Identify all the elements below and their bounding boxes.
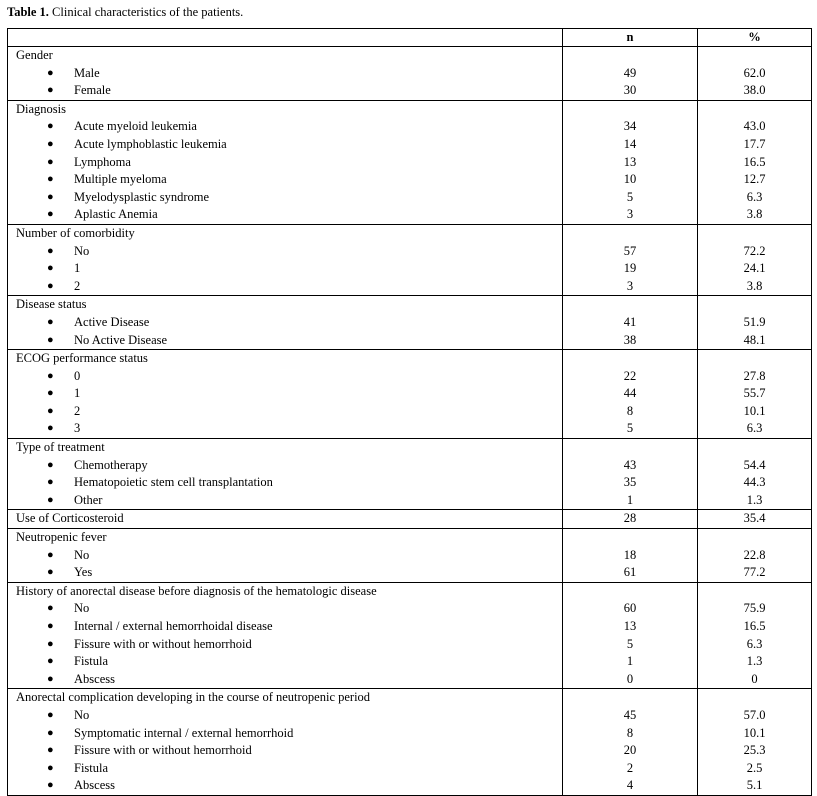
list-item bbox=[8, 600, 562, 618]
bullet-icon: ● bbox=[47, 708, 54, 721]
bullet-icon: ● bbox=[47, 279, 54, 292]
list-item bbox=[8, 547, 562, 565]
item-percent-value: 0 bbox=[751, 671, 758, 686]
bullet-icon: ● bbox=[47, 422, 54, 435]
item-n-value: 8 bbox=[626, 403, 634, 418]
item-percent-value: 27.8 bbox=[743, 368, 766, 383]
section-title: Anorectal complication developing in the course of neutropenic period bbox=[16, 690, 371, 705]
section-percent-cell bbox=[698, 47, 812, 101]
item-percent-value: 22.8 bbox=[743, 547, 766, 562]
section-percent-cell bbox=[698, 439, 812, 510]
spacer bbox=[698, 583, 811, 601]
item-percent-value: 6.3 bbox=[746, 421, 763, 436]
section-percent-cell bbox=[698, 689, 812, 796]
section-row bbox=[8, 296, 812, 350]
section-n-value: 28 bbox=[623, 511, 637, 526]
list-item bbox=[8, 420, 562, 438]
item-percent-value: 24.1 bbox=[743, 261, 766, 276]
section-row bbox=[8, 689, 812, 796]
list-item bbox=[8, 760, 562, 778]
list-item bbox=[8, 777, 562, 795]
item-percent-value: 2.5 bbox=[746, 760, 763, 775]
item-percent-value: 16.5 bbox=[743, 154, 766, 169]
list-item bbox=[8, 368, 562, 386]
item-label: 2 bbox=[74, 278, 81, 293]
section-row bbox=[8, 224, 812, 295]
list-item bbox=[8, 243, 562, 261]
item-n-value: 10 bbox=[623, 172, 637, 187]
list-item bbox=[8, 65, 562, 83]
list-item bbox=[8, 385, 562, 403]
item-label: Active Disease bbox=[74, 314, 150, 329]
list-item bbox=[8, 671, 562, 689]
item-label: Multiple myeloma bbox=[74, 172, 167, 187]
item-label: Acute lymphoblastic leukemia bbox=[74, 136, 227, 151]
section-title: Use of Corticosteroid bbox=[16, 511, 124, 526]
item-label: Fistula bbox=[74, 760, 109, 775]
spacer bbox=[698, 529, 811, 547]
section-title: Number of comorbidity bbox=[16, 225, 135, 240]
section-percent-cell bbox=[698, 529, 812, 583]
item-label: Other bbox=[74, 492, 103, 507]
bullet-icon: ● bbox=[47, 404, 54, 417]
bullet-icon: ● bbox=[47, 744, 54, 757]
item-percent-value: 62.0 bbox=[743, 65, 766, 80]
section-row bbox=[8, 350, 812, 439]
section-percent-cell bbox=[698, 296, 812, 350]
item-label: 0 bbox=[74, 368, 81, 383]
section-n-cell bbox=[563, 689, 698, 796]
bullet-icon: ● bbox=[47, 66, 54, 79]
item-label: Aplastic Anemia bbox=[74, 207, 158, 222]
section-labels-cell bbox=[8, 47, 563, 101]
list-item bbox=[8, 707, 562, 725]
item-n-value: 22 bbox=[623, 368, 637, 383]
item-label: 1 bbox=[74, 386, 81, 401]
spacer bbox=[563, 350, 697, 368]
section-labels-cell bbox=[8, 224, 563, 295]
spacer bbox=[563, 225, 697, 243]
list-item bbox=[8, 618, 562, 636]
item-label: Fissure with or without hemorrhoid bbox=[74, 743, 252, 758]
list-item bbox=[8, 260, 562, 278]
spacer bbox=[563, 529, 697, 547]
bullet-icon: ● bbox=[47, 566, 54, 579]
item-label: Fistula bbox=[74, 654, 109, 669]
item-n-value: 8 bbox=[626, 725, 634, 740]
item-n-value: 45 bbox=[623, 707, 637, 722]
item-label: Lymphoma bbox=[74, 154, 131, 169]
section-labels-cell bbox=[8, 582, 563, 689]
section-row bbox=[8, 439, 812, 510]
item-n-value: 30 bbox=[623, 83, 637, 98]
section-row bbox=[8, 100, 812, 224]
item-percent-value: 44.3 bbox=[743, 475, 766, 490]
section-labels-cell bbox=[8, 100, 563, 224]
bullet-icon: ● bbox=[47, 672, 54, 685]
bullet-icon: ● bbox=[47, 262, 54, 275]
section-n-cell bbox=[563, 224, 698, 295]
spacer bbox=[698, 439, 811, 457]
list-item bbox=[8, 403, 562, 421]
item-label: Yes bbox=[74, 565, 93, 580]
section-labels-cell bbox=[8, 296, 563, 350]
section-title: Type of treatment bbox=[16, 440, 105, 455]
spacer bbox=[698, 47, 811, 65]
item-percent-value: 6.3 bbox=[746, 189, 763, 204]
item-percent-value: 25.3 bbox=[743, 743, 766, 758]
bullet-icon: ● bbox=[47, 244, 54, 257]
section-n-cell bbox=[563, 350, 698, 439]
section-n-cell bbox=[563, 529, 698, 583]
header-characteristic bbox=[8, 29, 563, 47]
item-percent-value: 6.3 bbox=[746, 636, 763, 651]
spacer bbox=[563, 47, 697, 65]
spacer bbox=[698, 101, 811, 119]
section-labels-cell bbox=[8, 689, 563, 796]
section-n-cell bbox=[563, 582, 698, 689]
item-n-value: 13 bbox=[623, 154, 637, 169]
list-item bbox=[8, 171, 562, 189]
header-n: n bbox=[563, 29, 698, 47]
item-n-value: 14 bbox=[623, 136, 637, 151]
section-labels-cell bbox=[8, 439, 563, 510]
item-n-value: 41 bbox=[623, 314, 637, 329]
list-item bbox=[8, 206, 562, 224]
spacer bbox=[698, 296, 811, 314]
bullet-icon: ● bbox=[47, 137, 54, 150]
section-percent-cell bbox=[698, 350, 812, 439]
item-label: Myelodysplastic syndrome bbox=[74, 189, 210, 204]
section-title: Neutropenic fever bbox=[16, 530, 107, 545]
list-item bbox=[8, 189, 562, 207]
bullet-icon: ● bbox=[47, 190, 54, 203]
bullet-icon: ● bbox=[47, 120, 54, 133]
item-label: No bbox=[74, 243, 90, 258]
item-label: Abscess bbox=[74, 671, 115, 686]
item-percent-value: 10.1 bbox=[743, 725, 766, 740]
section-percent-cell bbox=[698, 582, 812, 689]
bullet-icon: ● bbox=[47, 387, 54, 400]
item-n-value: 1 bbox=[626, 654, 634, 669]
item-percent-value: 5.1 bbox=[746, 778, 763, 793]
item-percent-value: 1.3 bbox=[746, 492, 763, 507]
bullet-icon: ● bbox=[47, 620, 54, 632]
item-n-value: 5 bbox=[626, 421, 634, 436]
spacer bbox=[698, 689, 811, 707]
item-label: No bbox=[74, 547, 90, 562]
table-caption bbox=[7, 5, 243, 20]
section-title: Disease status bbox=[16, 297, 87, 312]
item-percent-value: 55.7 bbox=[743, 386, 766, 401]
list-item bbox=[8, 136, 562, 154]
item-n-value: 57 bbox=[623, 243, 637, 258]
list-item bbox=[8, 332, 562, 350]
item-label: No bbox=[74, 601, 90, 616]
bullet-icon: ● bbox=[47, 84, 54, 97]
list-item bbox=[8, 82, 562, 100]
item-label: Female bbox=[74, 83, 111, 98]
section-row bbox=[8, 529, 812, 583]
item-n-value: 49 bbox=[623, 65, 637, 80]
item-percent-value: 38.0 bbox=[743, 83, 766, 98]
section-labels-cell bbox=[8, 529, 563, 583]
spacer bbox=[563, 689, 697, 707]
item-percent-value: 43.0 bbox=[743, 119, 766, 134]
table-number: Table 1. bbox=[7, 5, 49, 19]
bullet-icon: ● bbox=[47, 779, 54, 792]
bullet-icon: ● bbox=[47, 208, 54, 221]
item-n-value: 1 bbox=[626, 492, 634, 507]
spacer bbox=[563, 296, 697, 314]
item-n-value: 35 bbox=[623, 475, 637, 490]
bullet-icon: ● bbox=[47, 726, 54, 739]
list-item bbox=[8, 725, 562, 743]
section-percent-cell bbox=[698, 510, 812, 529]
item-percent-value: 77.2 bbox=[743, 565, 766, 580]
item-label: Male bbox=[74, 65, 100, 80]
item-label: No bbox=[74, 707, 90, 722]
section-labels-cell bbox=[8, 350, 563, 439]
section-n-cell bbox=[563, 47, 698, 101]
item-n-value: 5 bbox=[626, 189, 634, 204]
item-n-value: 19 bbox=[623, 261, 637, 276]
item-n-value: 2 bbox=[626, 760, 634, 775]
item-label: Fissure with or without hemorrhoid bbox=[74, 636, 252, 651]
item-percent-value: 75.9 bbox=[743, 601, 766, 616]
section-title: Diagnosis bbox=[16, 101, 66, 116]
section-labels-cell bbox=[8, 510, 563, 529]
item-label: Abscess bbox=[74, 778, 115, 793]
item-n-value: 5 bbox=[626, 636, 634, 651]
item-percent-value: 16.5 bbox=[743, 619, 766, 633]
item-n-value: 61 bbox=[623, 565, 637, 580]
spacer bbox=[698, 350, 811, 368]
table-title: Clinical characteristics of the patients. bbox=[48, 5, 244, 19]
spacer bbox=[563, 101, 697, 119]
item-n-value: 20 bbox=[623, 743, 637, 758]
item-label: 2 bbox=[74, 403, 81, 418]
bullet-icon: ● bbox=[47, 476, 54, 489]
section-title: History of anorectal disease before diagnosis of the hematologic disease bbox=[16, 583, 377, 598]
item-percent-value: 12.7 bbox=[743, 172, 766, 187]
bullet-icon: ● bbox=[47, 548, 54, 561]
spacer bbox=[563, 583, 697, 601]
item-n-value: 3 bbox=[626, 278, 634, 293]
item-percent-value: 57.0 bbox=[743, 707, 766, 722]
item-percent-value: 3.8 bbox=[746, 278, 763, 293]
list-item bbox=[8, 457, 562, 475]
clinical-characteristics-table bbox=[7, 28, 812, 796]
section-row bbox=[8, 582, 812, 689]
section-n-cell bbox=[563, 100, 698, 224]
item-n-value: 3 bbox=[626, 207, 634, 222]
section-row bbox=[8, 47, 812, 101]
bullet-icon: ● bbox=[47, 637, 54, 650]
list-item bbox=[8, 118, 562, 136]
list-item bbox=[8, 653, 562, 671]
bullet-icon: ● bbox=[47, 155, 54, 168]
list-item bbox=[8, 742, 562, 760]
item-percent-value: 54.4 bbox=[743, 457, 766, 472]
bullet-icon: ● bbox=[47, 315, 54, 328]
item-percent-value: 10.1 bbox=[743, 403, 766, 418]
bullet-icon: ● bbox=[47, 369, 54, 382]
bullet-icon: ● bbox=[47, 602, 54, 615]
item-label: No Active Disease bbox=[74, 332, 168, 347]
item-n-value: 38 bbox=[623, 332, 637, 347]
list-item bbox=[8, 154, 562, 172]
item-n-value: 44 bbox=[623, 386, 637, 401]
item-label: Symptomatic internal / external hemorrhoid bbox=[74, 725, 294, 740]
section-percent-cell bbox=[698, 224, 812, 295]
item-n-value: 18 bbox=[623, 547, 637, 562]
item-percent-value: 51.9 bbox=[743, 314, 766, 329]
item-label: Chemotherapy bbox=[74, 457, 148, 472]
header-row bbox=[8, 29, 812, 47]
section-title: Gender bbox=[16, 48, 53, 62]
item-percent-value: 3.8 bbox=[746, 207, 763, 222]
item-n-value: 34 bbox=[623, 119, 637, 134]
list-item bbox=[8, 564, 562, 582]
spacer bbox=[698, 225, 811, 243]
item-label: 1 bbox=[74, 261, 81, 276]
bullet-icon: ● bbox=[47, 493, 54, 506]
list-item bbox=[8, 636, 562, 654]
item-percent-value: 72.2 bbox=[743, 243, 766, 258]
item-percent-value: 17.7 bbox=[743, 136, 766, 151]
item-n-value: 60 bbox=[623, 601, 637, 616]
section-n-cell bbox=[563, 296, 698, 350]
header-percent: % bbox=[698, 29, 812, 47]
item-percent-value: 48.1 bbox=[743, 332, 766, 347]
item-label: Hematopoietic stem cell transplantation bbox=[74, 475, 273, 490]
spacer bbox=[563, 439, 697, 457]
item-label: Internal / external hemorrhoidal disease bbox=[74, 619, 273, 633]
section-n-cell bbox=[563, 439, 698, 510]
bullet-icon: ● bbox=[47, 173, 54, 186]
section-percent-cell bbox=[698, 100, 812, 224]
section-percent-value: 35.4 bbox=[743, 511, 766, 526]
section-row bbox=[8, 510, 812, 529]
section-title: ECOG performance status bbox=[16, 351, 148, 366]
bullet-icon: ● bbox=[47, 761, 54, 774]
item-n-value: 4 bbox=[626, 778, 634, 793]
bullet-icon: ● bbox=[47, 655, 54, 668]
bullet-icon: ● bbox=[47, 458, 54, 471]
item-label: Acute myeloid leukemia bbox=[74, 119, 197, 134]
item-n-value: 13 bbox=[623, 619, 637, 633]
item-n-value: 0 bbox=[626, 671, 634, 686]
bullet-icon: ● bbox=[47, 333, 54, 346]
item-percent-value: 1.3 bbox=[746, 654, 763, 669]
list-item bbox=[8, 314, 562, 332]
item-n-value: 43 bbox=[623, 457, 637, 472]
list-item bbox=[8, 492, 562, 510]
section-n-cell bbox=[563, 510, 698, 529]
list-item bbox=[8, 474, 562, 492]
item-label: 3 bbox=[74, 421, 81, 436]
list-item bbox=[8, 278, 562, 296]
